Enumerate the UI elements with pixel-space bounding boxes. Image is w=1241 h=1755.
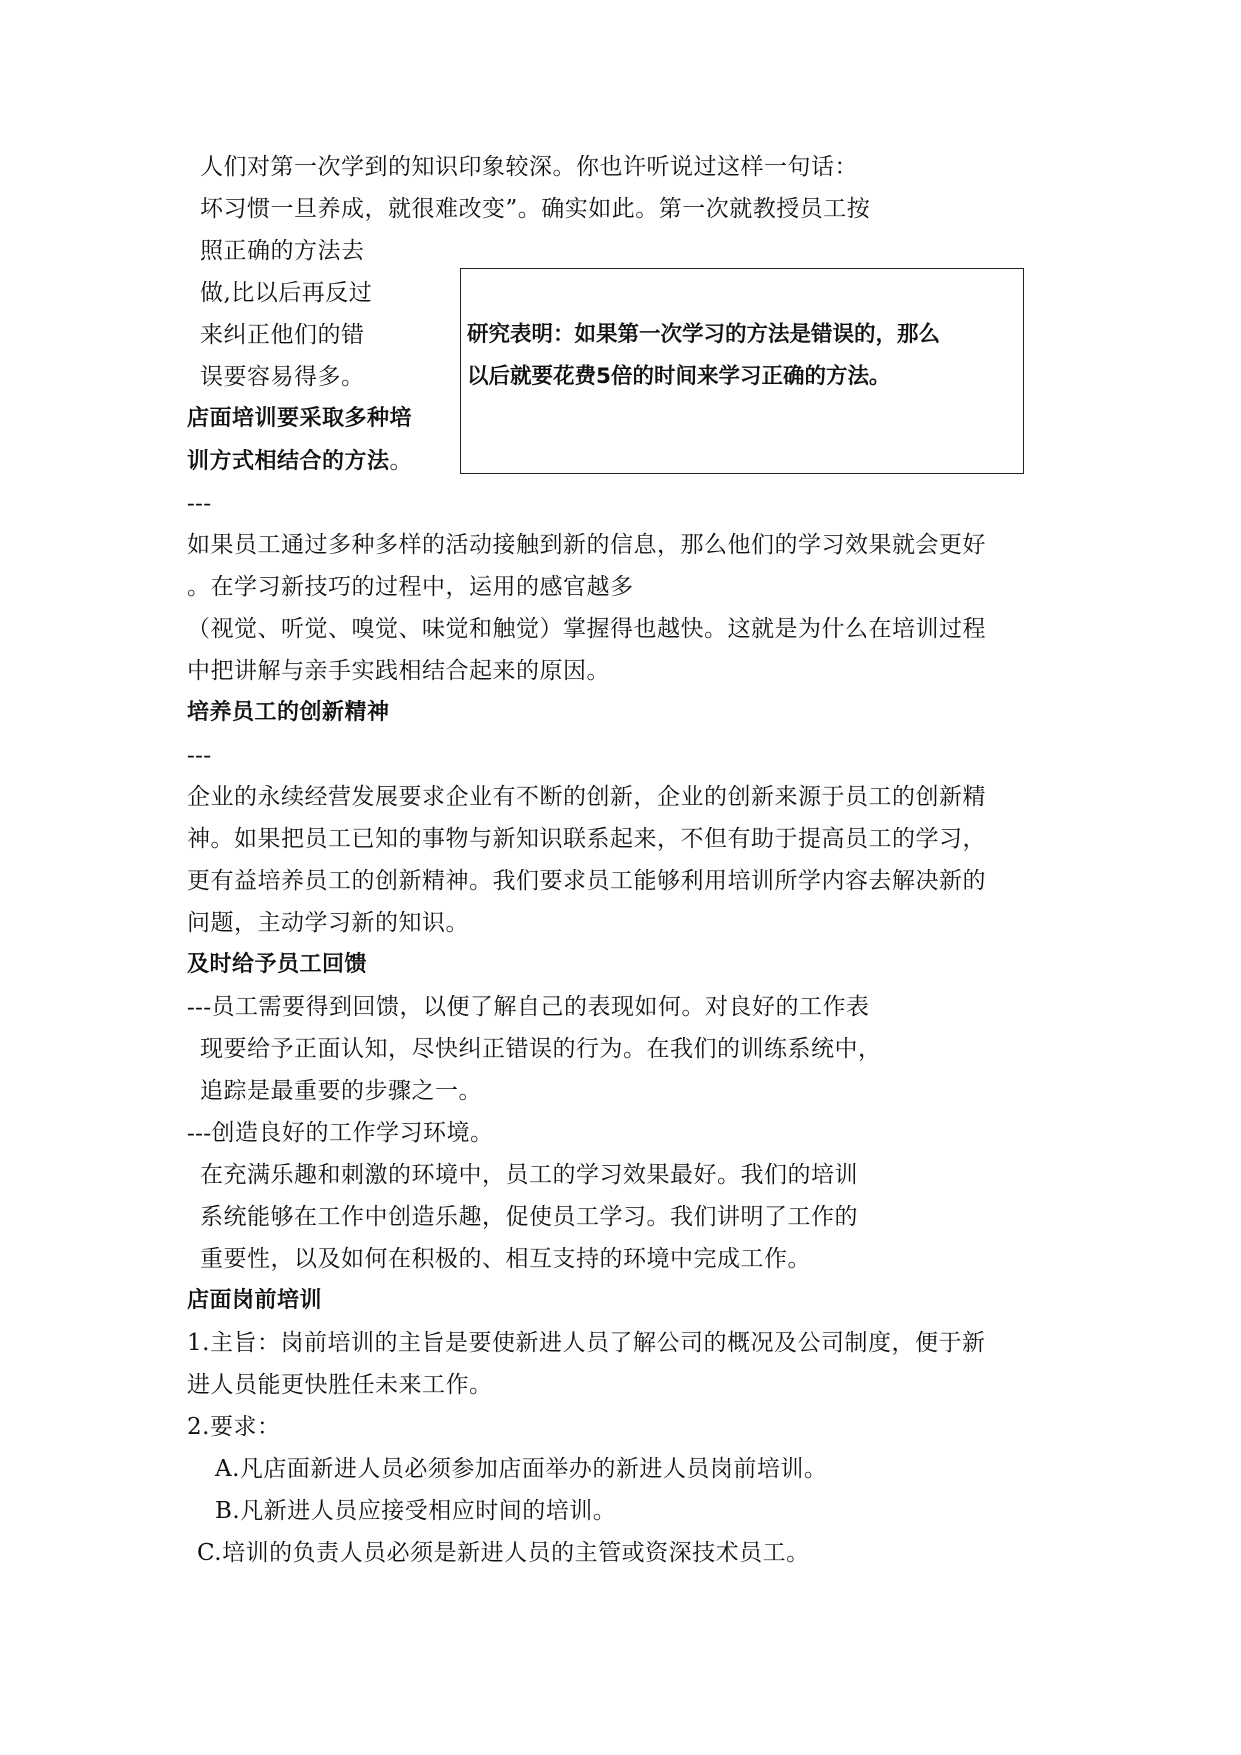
dash-separator: ---: [187, 490, 212, 515]
paragraph-line: 系统能够在工作中创造乐趣，促使员工学习。我们讲明了工作的: [200, 1204, 858, 1230]
callout-line-1: 研究表明：如果第一次学习的方法是错误的，那么: [467, 322, 941, 347]
dash-prefix: ---: [187, 1120, 212, 1145]
paragraph-text: 员工需要得到回馈，以便了解自己的表现如何。对良好的工作表: [211, 994, 870, 1020]
paragraph-line: 2.要求：: [187, 1414, 281, 1440]
list-item-c: C.培训的负责人员必须是新进人员的主管或资深技术员工。: [197, 1540, 810, 1566]
section-heading-feedback: 及时给予员工回馈: [187, 952, 368, 977]
intro-line-1: 人们对第一次学到的知识印象较深。你也许听说过这样一句话：: [200, 154, 858, 180]
intro-line-3: 照正确的方法去: [200, 238, 365, 264]
paragraph-text: 创造良好的工作学习环境。: [211, 1120, 494, 1146]
intro-line-5: 来纠正他们的错: [200, 322, 365, 348]
list-item-a: A.凡店面新进人员必须参加店面举办的新进人员岗前培训。: [215, 1456, 828, 1482]
list-item-b: B.凡新进人员应接受相应时间的培训。: [215, 1498, 617, 1524]
section-heading-multi-1: 店面培训要采取多种培: [187, 406, 413, 431]
paragraph-line: 1.主旨：岗前培训的主旨是要使新进人员了解公司的概况及公司制度，便于新: [187, 1330, 986, 1356]
paragraph-line: 重要性，以及如何在积极的、相互支持的环境中完成工作。: [200, 1246, 811, 1272]
callout-line-2: 以后就要花费5倍的时间来学习正确的方法。: [467, 364, 891, 389]
paragraph-line: 进人员能更快胜任未来工作。: [187, 1372, 493, 1398]
intro-line-6: 误要容易得多。: [200, 364, 365, 390]
intro-line-4: 做,比以后再反过: [200, 280, 373, 306]
section-heading-innovation: 培养员工的创新精神: [187, 700, 390, 725]
paragraph-line: 企业的永续经营发展要求企业有不断的创新，企业的创新来源于员工的创新精: [187, 784, 986, 810]
paragraph-line: 中把讲解与亲手实践相结合起来的原因。: [187, 658, 610, 684]
paragraph-line: 更有益培养员工的创新精神。我们要求员工能够利用培训所学内容去解决新的: [187, 868, 986, 894]
callout-box: [460, 268, 1024, 474]
paragraph-line: [187, 1119, 493, 1147]
section-heading-multi-2: [187, 447, 413, 476]
paragraph-line: 问题，主动学习新的知识。: [187, 910, 469, 936]
paragraph-line: 如果员工通过多种多样的活动接触到新的信息，那么他们的学习效果就会更好: [187, 532, 986, 558]
section-heading-multi-2-tail: 。: [389, 448, 414, 474]
dash-prefix: ---: [187, 994, 212, 1019]
dash-separator: ---: [187, 742, 212, 767]
paragraph-line: 神。如果把员工已知的事物与新知识联系起来，不但有助于提高员工的学习，: [187, 826, 986, 852]
intro-line-2: 坏习惯一旦养成，就很难改变”。确实如此。第一次就教授员工按: [200, 196, 871, 222]
paragraph-line: 。在学习新技巧的过程中，运用的感官越多: [187, 574, 634, 600]
paragraph-line: （视觉、听觉、嗅觉、味觉和触觉）掌握得也越快。这就是为什么在培训过程: [187, 616, 986, 642]
paragraph-line: [187, 993, 869, 1021]
paragraph-line: 现要给予正面认知，尽快纠正错误的行为。在我们的训练系统中，: [200, 1036, 882, 1062]
section-heading-multi-2-text: 训方式相结合的方法: [187, 449, 390, 474]
paragraph-line: 在充满乐趣和刺激的环境中，员工的学习效果最好。我们的培训: [200, 1162, 858, 1188]
section-heading-preshift: 店面岗前培训: [187, 1288, 323, 1313]
paragraph-line: 追踪是最重要的步骤之一。: [200, 1078, 482, 1104]
